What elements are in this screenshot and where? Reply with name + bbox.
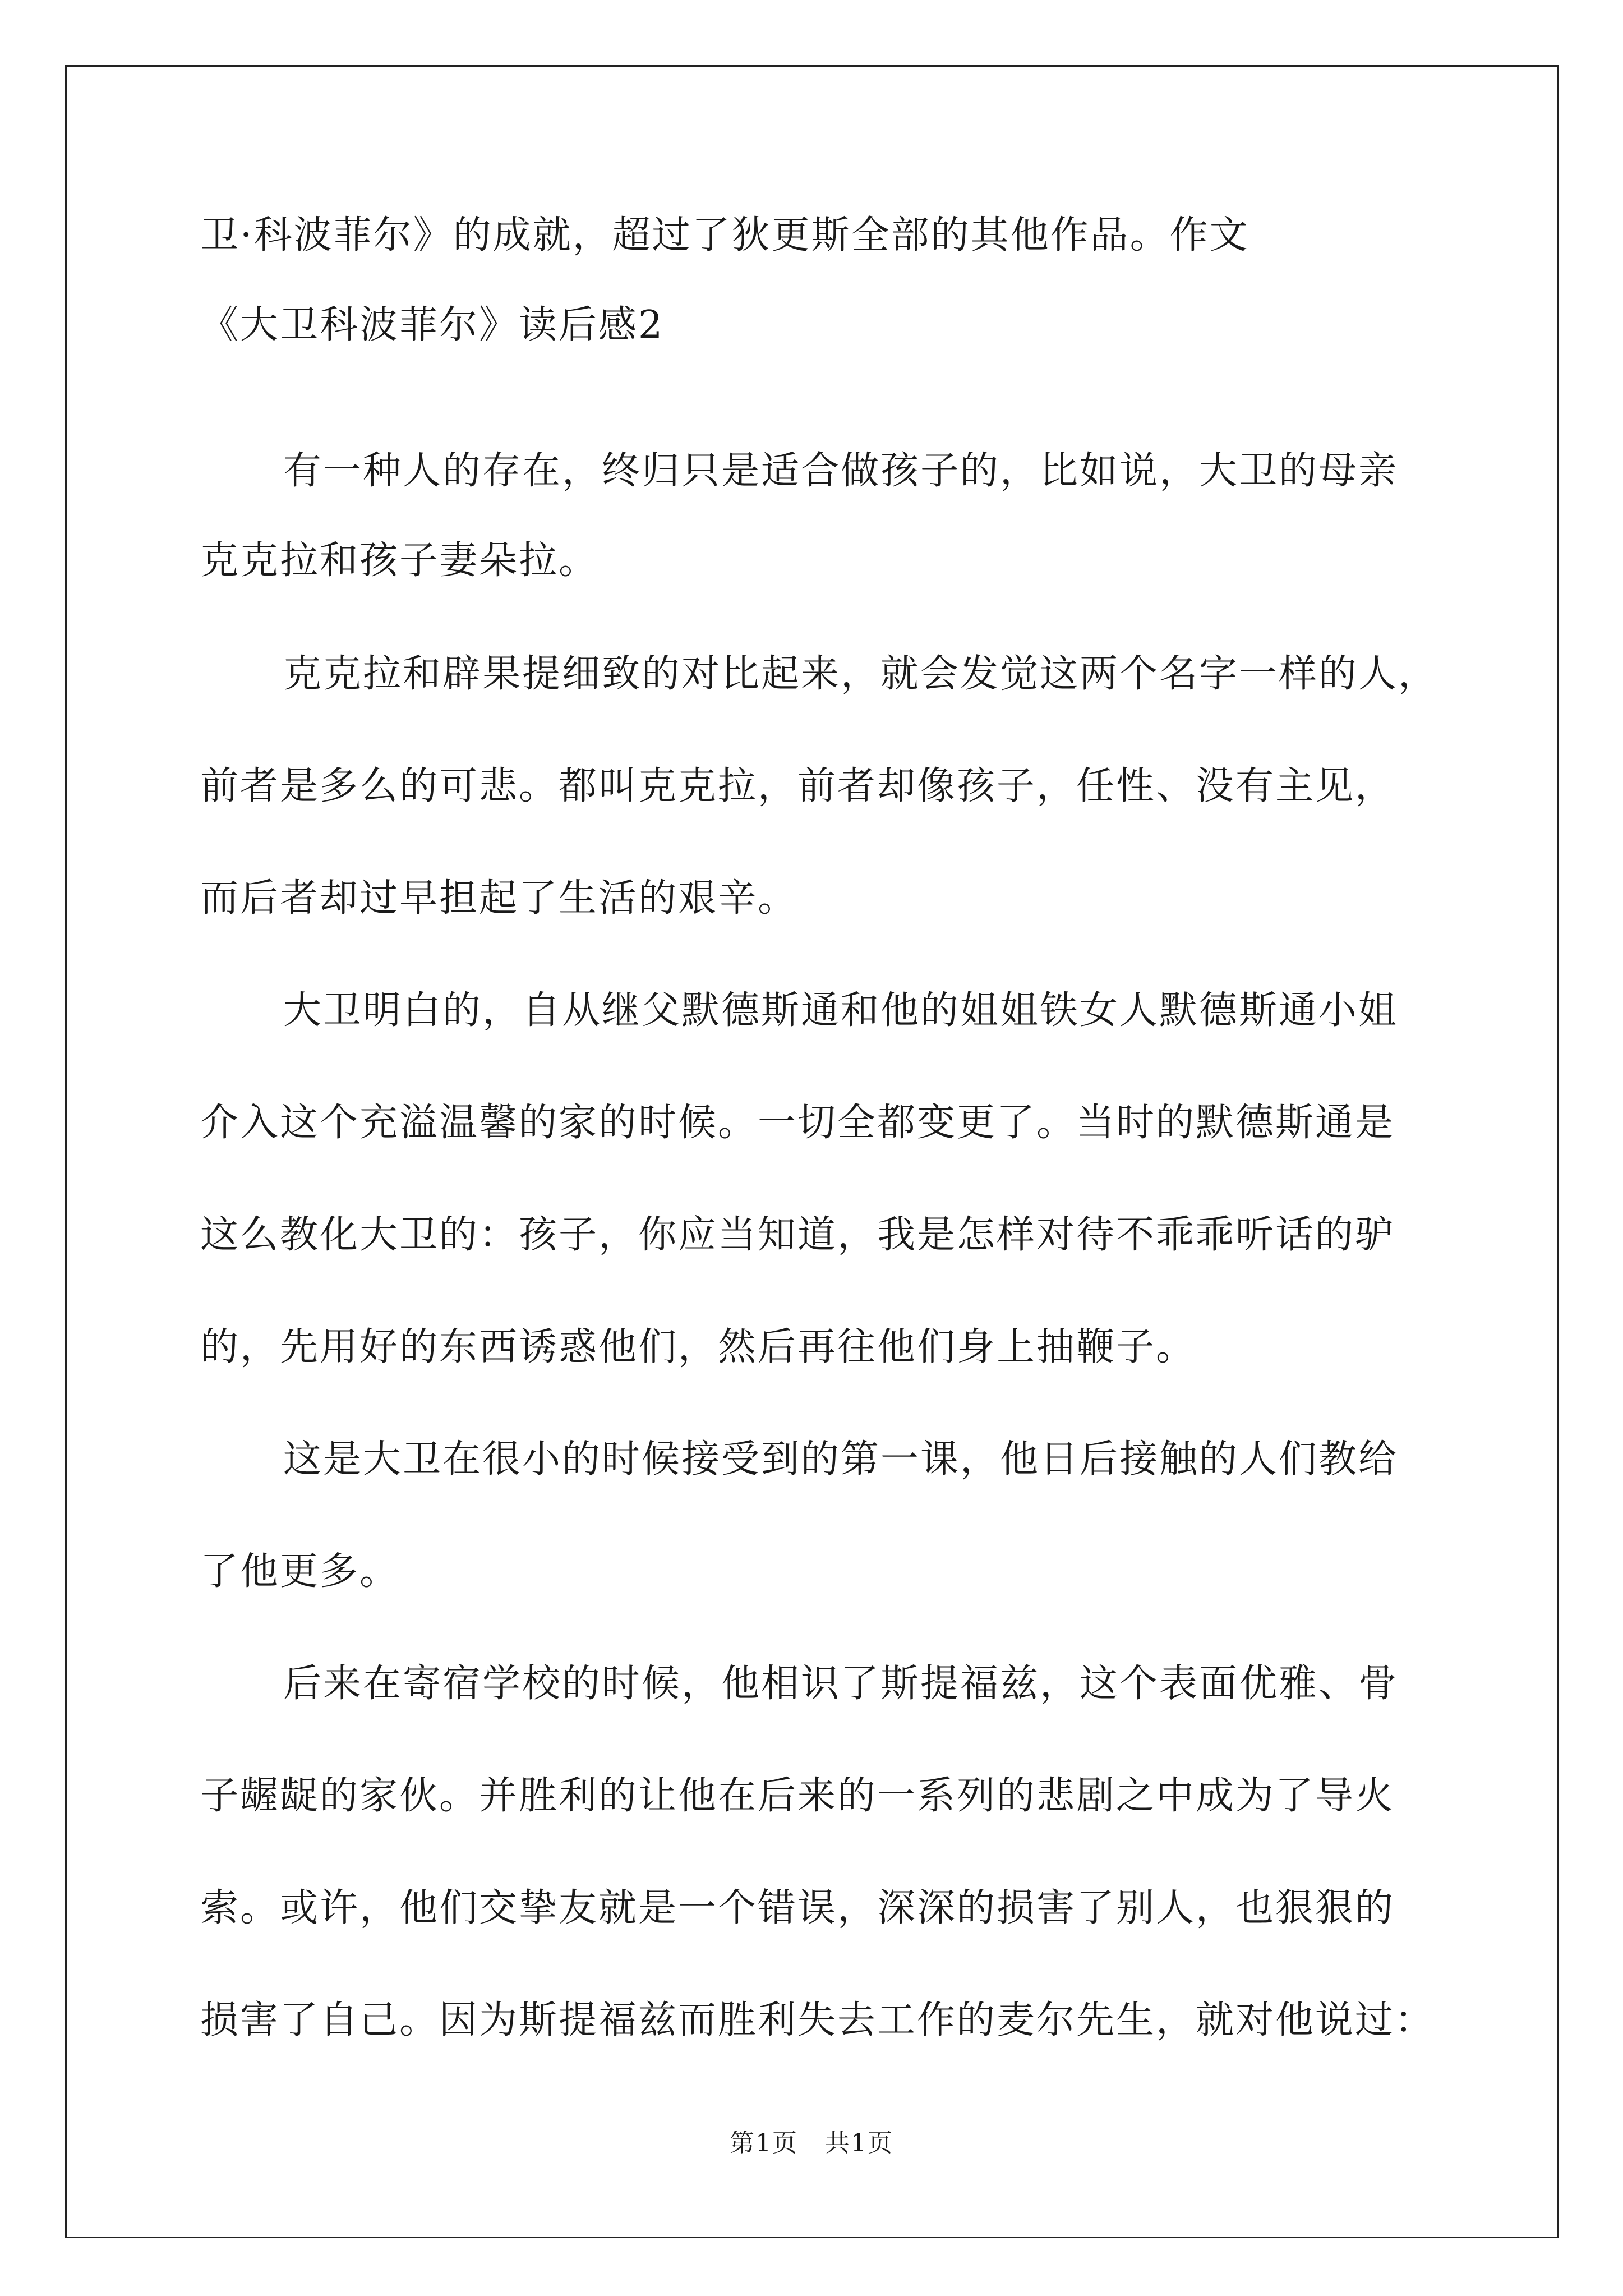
paragraph-line: 有一种人的存在，终归只是适合做孩子的，比如说，大卫的母亲 [283,449,1399,493]
paragraph-line: 克克拉和辟果提细致的对比起来，就会发觉这两个名字一样的人， [283,652,1438,696]
paragraph-line: 后来在寄宿学校的时候，他相识了斯提福兹，这个表面优雅、骨 [283,1662,1399,1706]
text-line: 卫·科波菲尔》的成就，超过了狄更斯全部的其他作品。作文 [200,213,1249,257]
page-total: 共1页 [825,2129,893,2157]
page-number: 第1页 [730,2129,798,2157]
paragraph-line: 的，先用好的东西诱惑他们，然后再往他们身上抽鞭子。 [200,1325,1196,1369]
paragraph-line: 这是大卫在很小的时候接受到的第一课，他日后接触的人们教给 [283,1437,1399,1481]
paragraph-line: 前者是多么的可悲。都叫克克拉，前者却像孩子，任性、没有主见， [200,764,1395,808]
section-title: 《大卫科波菲尔》读后感2 [200,303,665,347]
paragraph-line: 子龌龊的家伙。并胜利的让他在后来的一系列的悲剧之中成为了导火 [200,1774,1395,1818]
paragraph-line: 克克拉和孩子妻朵拉。 [200,539,599,583]
paragraph-line: 索。或许，他们交挚友就是一个错误，深深的损害了别人，也狠狠的 [200,1886,1395,1930]
paragraph-line: 损害了自己。因为斯提福兹而胜利失去工作的麦尔先生，就对他说过： [200,1998,1435,2042]
paragraph-line: 而后者却过早担起了生活的艰辛。 [200,876,798,921]
paragraph-line: 了他更多。 [200,1549,400,1594]
paragraph-line: 大卫明白的，自从继父默德斯通和他的姐姐铁女人默德斯通小姐 [283,988,1399,1033]
paragraph-line: 这么教化大卫的：孩子，你应当知道，我是怎样对待不乖乖听话的驴 [200,1213,1395,1257]
page-footer [0,2131,1623,2156]
paragraph-line: 介入这个充溢温馨的家的时候。一切全都变更了。当时的默德斯通是 [200,1101,1395,1145]
